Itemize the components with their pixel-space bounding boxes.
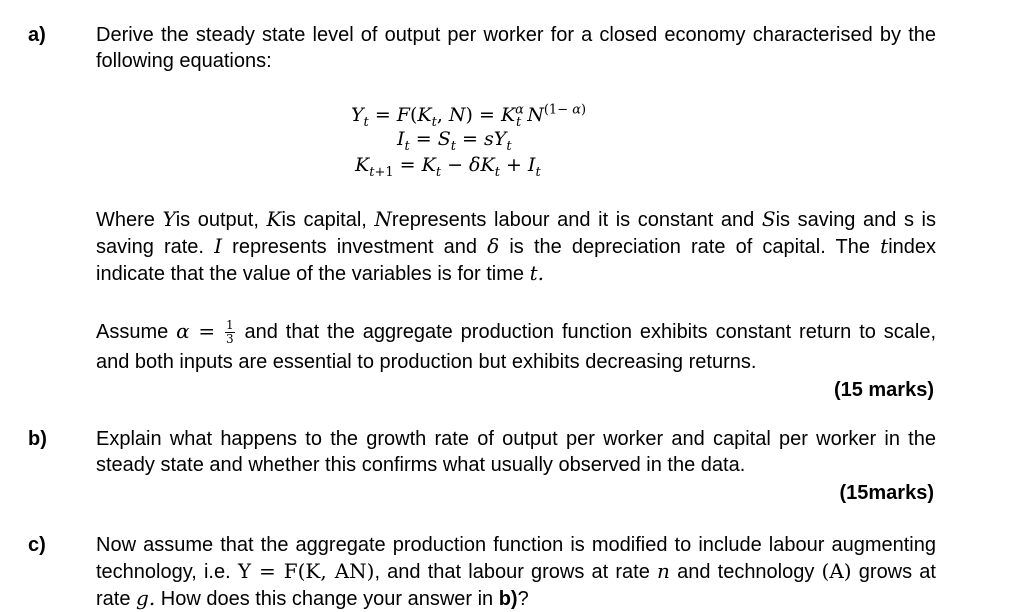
question-b-marks: (15marks)	[839, 482, 934, 504]
alpha-fraction: $\frac{1}{3}$	[225, 318, 234, 347]
question-b-label: b)	[28, 428, 47, 450]
question-c-label: c)	[28, 534, 46, 556]
equation-production: $Y_t = F(K_t$, $N) = K^\alpha_t$ $N^{(1- \alpha)}$	[351, 102, 587, 130]
question-a-assumption: Assume α = $\frac{1}{3}$ and that the aggregate production function exhibits constant return to scale, and both inputs are essential to production but exhibits decreasing returns.	[96, 318, 936, 373]
question-c-text: Now assume that the aggregate production function is modified to include labour augmenting technology, i.e. Y = F(K, AN), and that labour grows at rate n and technology (A) grows at rate g. How does this change your answer in b)?	[96, 534, 936, 610]
question-a-marks: (15 marks)	[833, 379, 934, 401]
question-a-definitions: Where Yis output, Kis capital, Nrepresents labour and it is constant and Sis saving and s is saving rate. I represents investment and δ is the depreciation rate of capital. The tindex indicate that the value of the variables is for time t.	[96, 207, 937, 285]
question-a-label: a)	[28, 24, 46, 46]
question-b-text: Explain what happens to the growth rate of output per worker and capital per worker in the steady state and whether this confirms what usually observed in the data.	[96, 428, 936, 476]
equation-investment: $I_t = S_t = sY_t$	[397, 128, 512, 154]
equation-capital-accumulation: $K_{t+1} = K_t - \delta K_t + I_t$	[355, 154, 541, 180]
question-a-intro: Derive the steady state level of output per worker for a closed economy characterised by the following equations:	[96, 24, 936, 72]
